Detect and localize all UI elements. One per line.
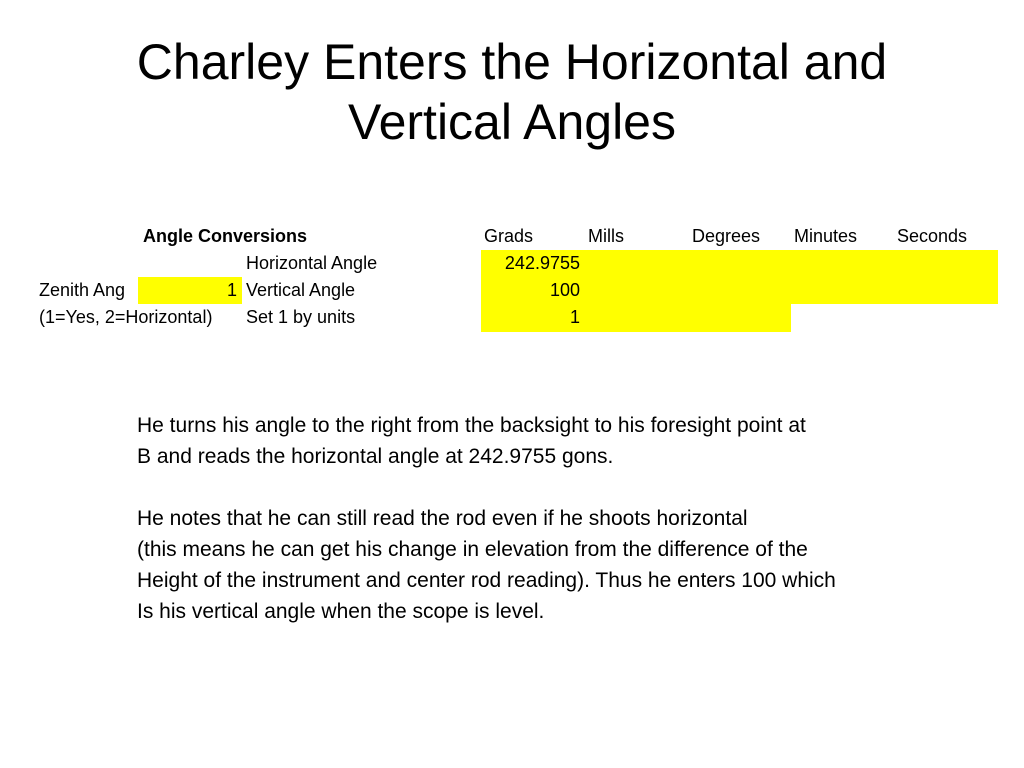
horizontal-angle-grads-cell[interactable]: 242.9755 bbox=[504, 253, 580, 273]
paragraph-vertical-angle bbox=[137, 503, 1017, 627]
paragraph-2-line-1: He notes that he can still read the rod even if he shoots horizontal bbox=[137, 507, 748, 530]
zenith-angle-input-cell[interactable]: 1 bbox=[138, 277, 242, 304]
sheet-title: Angle Conversions bbox=[143, 226, 308, 246]
units-grads-cell[interactable]: 1 bbox=[569, 307, 580, 327]
column-header-degrees: Degrees bbox=[692, 226, 761, 246]
paragraph-2-line-4: Is his vertical angle when the scope is level. bbox=[137, 600, 545, 623]
paragraph-1-line-2: B and reads the horizontal angle at 242.9755 gons. bbox=[137, 445, 614, 468]
slide-title-line-1: Charley Enters the Horizontal and bbox=[136, 34, 888, 90]
column-header-mills: Mills bbox=[588, 226, 624, 246]
units-hint-label: (1=Yes, 2=Horizontal) bbox=[39, 307, 213, 327]
slide-title bbox=[0, 32, 1024, 152]
row-label-vertical-angle: Vertical Angle bbox=[246, 280, 356, 300]
column-header-seconds: Seconds bbox=[897, 226, 968, 246]
column-header-minutes: Minutes bbox=[794, 226, 858, 246]
row-label-set-by-units: Set 1 by units bbox=[246, 307, 356, 327]
vertical-angle-grads-cell[interactable]: 100 bbox=[549, 280, 580, 300]
row-label-horizontal-angle: Horizontal Angle bbox=[246, 253, 378, 273]
paragraph-1-line-1: He turns his angle to the right from the backsight to his foresight point at bbox=[137, 414, 806, 437]
slide-title-line-2: Vertical Angles bbox=[348, 94, 676, 150]
column-header-grads: Grads bbox=[484, 226, 534, 246]
paragraph-horizontal-angle bbox=[137, 410, 1017, 472]
zenith-angle-label: Zenith Ang bbox=[39, 280, 126, 300]
paragraph-2-line-2: (this means he can get his change in elevation from the difference of the bbox=[137, 538, 808, 561]
paragraph-2-line-3: Height of the instrument and center rod reading). Thus he enters 100 which bbox=[137, 569, 836, 592]
